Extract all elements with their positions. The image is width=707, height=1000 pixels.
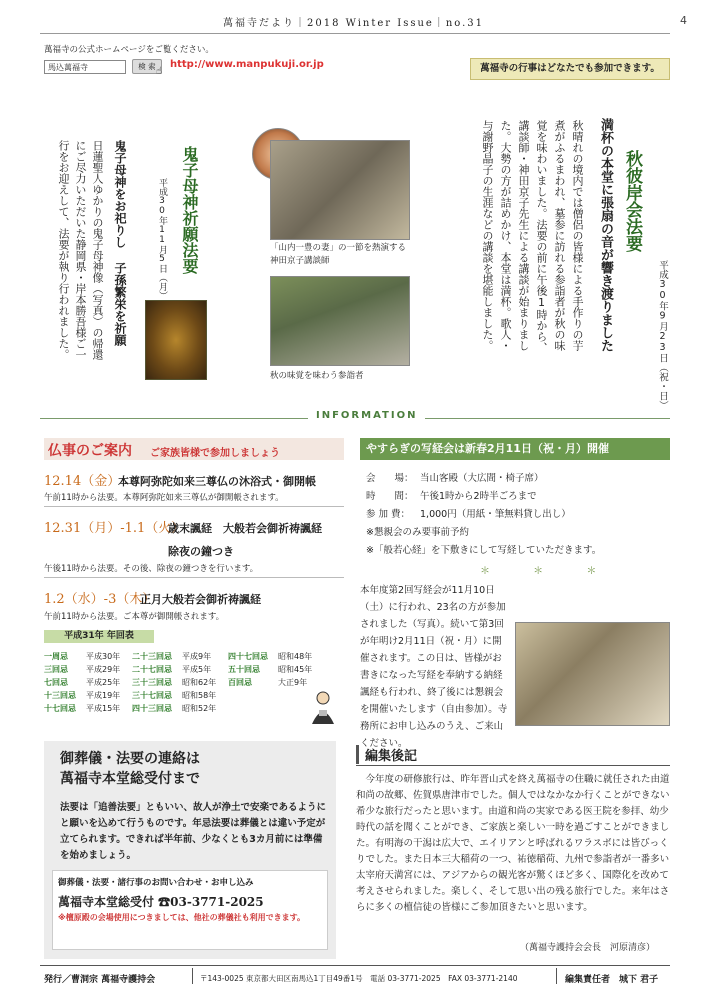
nenki-year: 平成19年 bbox=[86, 691, 121, 700]
monk-illustration bbox=[308, 690, 338, 726]
nenki-name: 十三回忌 bbox=[44, 691, 76, 700]
event-title: 本尊阿弥陀如来三尊仏の沐浴式・御開帳 bbox=[118, 475, 316, 488]
footer-address: 〒143-0025 東京都大田区南馬込1丁目49番1号 電話 03-3771-2025 FAX 03-3771-2140 bbox=[200, 974, 518, 983]
footer-editor: 編集責任者 城下 君子 bbox=[565, 975, 659, 985]
cursor-icon: ☝ bbox=[156, 66, 163, 77]
nenki-year: 昭和45年 bbox=[278, 665, 313, 674]
notice-box: 萬福寺の行事はどなたでも参加できます。 bbox=[470, 58, 670, 80]
butsuji-title: 仏事のご案内 bbox=[48, 443, 132, 459]
shakyo-body-text bbox=[360, 582, 670, 752]
nenki-name: 三十七回忌 bbox=[132, 691, 172, 700]
caption-imoni: 秋の味覚を味わう参詣者 bbox=[270, 371, 364, 381]
shakyo-value: 当山客殿（大広間・椅子席） bbox=[420, 473, 544, 484]
event-date: 1.2（水）-3（木） bbox=[44, 592, 156, 607]
shakyo-label: 参 加 費： bbox=[366, 509, 411, 520]
footer-publisher: 発行／曹洞宗 萬福寺護持会 bbox=[44, 975, 156, 985]
nenki-year: 平成29年 bbox=[86, 665, 121, 674]
shakyo-value: 1,000円（用紙・筆無料貸し出し） bbox=[420, 509, 571, 520]
nenki-year: 平成25年 bbox=[86, 678, 121, 687]
nenki-name: 四十七回忌 bbox=[228, 652, 268, 661]
imoni-photo bbox=[270, 276, 410, 366]
nenki-name: 百回忌 bbox=[228, 678, 252, 687]
funeral-body: 法要は「追善法要」ともいい、故人が浄土で安楽であるようにと願いを込めて行うものです。年忌法要は葬儀とは違い予定が立てられます。できれば半年前、少なくとも3カ月前には準備を始めましょう。 bbox=[60, 802, 327, 861]
nenki-year: 大正9年 bbox=[278, 678, 308, 687]
event-date: 12.14（金） bbox=[44, 474, 121, 489]
header-title: 萬福寺だより｜2018 Winter Issue｜no.31 bbox=[222, 18, 485, 29]
higan-date: 平成30年9月23日（祝・日） bbox=[657, 260, 668, 410]
nenki-year: 昭和62年 bbox=[182, 678, 217, 687]
funeral-title-1: 御葬儀・法要の連絡は bbox=[60, 751, 200, 767]
event-title: 正月大般若会御祈祷諷経 bbox=[140, 593, 261, 606]
butsuji-subtitle: ご家族皆様で参加しましょう bbox=[150, 448, 280, 459]
nenki-year: 平成15年 bbox=[86, 704, 121, 713]
funeral-title-2: 萬福寺本堂総受付まで bbox=[60, 771, 200, 787]
header-rule bbox=[40, 33, 670, 34]
info-label: INFORMATION bbox=[308, 410, 425, 421]
higan-title: 秋彼岸会法要 bbox=[622, 150, 642, 252]
search-button[interactable]: 検 索 bbox=[132, 59, 162, 74]
inquiry-label: 御葬儀・法要・諸行事のお問い合わせ・お申し込み bbox=[58, 878, 254, 888]
nenki-name: 二十三回忌 bbox=[132, 652, 172, 661]
higan-body: 秋晴れの境内では僧侶の皆様による手作りの芋煮がふるまわれ、墓参に訪れる参詣者が秋の味覚を味わいました。法要の前に午後1時から、講談師・神田京子先生による講談が始まりました。大勢の方が詰めかけ、本堂は満杯。歌人・与謝野晶子の生涯などの講談を堪能しました。 bbox=[481, 120, 584, 353]
editor-sign: （萬福寺護持会会長 河原清彦） bbox=[520, 943, 656, 953]
footer-divider bbox=[192, 968, 193, 984]
shakyo-photo bbox=[515, 622, 670, 726]
inquiry-warning: ※檀原殿の会場使用につきましては、他社の葬儀社も利用できます。 bbox=[58, 913, 305, 922]
shakyo-value: 午後1時から2時半ごろまで bbox=[420, 491, 537, 502]
nenki-name: 三十三回忌 bbox=[132, 678, 172, 687]
shakyo-note: ※懇親会のみ要事前予約 bbox=[366, 527, 469, 538]
lecture-photo bbox=[270, 140, 410, 240]
event-date: 12.31（月）-1.1（火） bbox=[44, 521, 185, 536]
nenki-name: 十七回忌 bbox=[44, 704, 76, 713]
shakyo-label: 時 間： bbox=[366, 491, 414, 502]
nenki-name: 四十三回忌 bbox=[132, 704, 172, 713]
caption-lecture: 「山内一豊の妻」の一節を熱演する神田京子講談師 bbox=[270, 243, 407, 266]
divider bbox=[44, 506, 344, 507]
homepage-url[interactable]: http://www.manpukuji.or.jp bbox=[170, 59, 324, 70]
nenki-name: 五十回忌 bbox=[228, 665, 260, 674]
footer-divider bbox=[556, 968, 557, 984]
nenki-name: 三回忌 bbox=[44, 665, 68, 674]
higan-subtitle: 満杯の本堂に張扇の音が響き渡りました bbox=[598, 118, 613, 352]
editor-body: 今年度の研修旅行は、昨年晋山式を終え萬福寺の住職に就任された由道和尚の故郷、佐賀県唐津市でした。個人ではなかなか行くことができない希少な旅行だったと思います。由道和尚の実家である医王院を参拝、幼少時代の話を聞くことができ、ご家族と楽しい一時を過ごすことができました。有明海の干潟は広大で、エイリアンと呼ばれるワラスボには皆びっくりでした。また日本三大稲荷の一つ、祐徳稲荷、九州で参詣者が一番多い太宰府天満宮には、アジアからの観光客が驚くほど多く、国際化を改めて考えさせられました。楽しく、そして思い出の残る旅行でした。来年はさらに多くの檀信徒の皆様にご参加頂きたいと思います。 bbox=[356, 774, 670, 913]
event-note: 午前11時から法要。ご本尊が御開帳されます。 bbox=[44, 612, 225, 622]
nenki-name: 七回忌 bbox=[44, 678, 68, 687]
shakyo-note: ※「般若心経」を下敷きにして写経していただきます。 bbox=[366, 545, 602, 556]
event-title-2: 除夜の鐘つき bbox=[168, 545, 234, 558]
shakyo-label: 会 場： bbox=[366, 473, 414, 484]
stars-divider: ＊ ＊ ＊ bbox=[480, 566, 617, 577]
nenki-name: 二十七回忌 bbox=[132, 665, 172, 674]
editor-title: 編集後記 bbox=[356, 745, 417, 764]
nenki-year: 昭和52年 bbox=[182, 704, 217, 713]
footer-rule bbox=[40, 965, 670, 966]
event-note: 午後11時から法要。その後、除夜の鐘つきを行います。 bbox=[44, 564, 259, 574]
kishimojin-title: 鬼子母神祈願法要 bbox=[180, 146, 199, 274]
editor-rule bbox=[356, 765, 670, 766]
inquiry-phone: 萬福寺本堂総受付 ☎03-3771-2025 bbox=[58, 895, 264, 909]
nenki-name: 一周忌 bbox=[44, 652, 68, 661]
event-note: 午前11時から法要。本尊阿弥陀如来三尊仏が御開帳されます。 bbox=[44, 493, 284, 503]
nenki-title: 平成31年 年回表 bbox=[44, 630, 154, 643]
page-number: 4 bbox=[680, 14, 687, 27]
nenki-year: 平成30年 bbox=[86, 652, 121, 661]
nenki-year: 昭和48年 bbox=[278, 652, 313, 661]
nenki-year: 平成5年 bbox=[182, 665, 212, 674]
search-input[interactable]: 馬込萬福寺 bbox=[44, 60, 126, 74]
kishimojin-statue-photo bbox=[145, 300, 207, 380]
shakyo-paragraph: 本年度第2回写経会が11月10日（土）に行われ、23名の方が参加されました（写真）。続いて第3回が年明け2月11日（祝・月）に開催されます。この日は、皆様がお書きになった写経を奉納する納経諷経も行われ、終了後には懇親会を開催いたします（自由参加）。寺務所にお申し込みのうえ、ご来山ください。 bbox=[360, 585, 508, 749]
kishimojin-subtitle: 鬼子母神をお祀りし 子孫繁栄を祈願 bbox=[113, 140, 127, 346]
nenki-year: 平成9年 bbox=[182, 652, 212, 661]
divider bbox=[44, 577, 344, 578]
event-title: 歳末諷経 大般若会御祈祷諷経 bbox=[168, 522, 322, 535]
shakyo-header: やすらぎの写経会は新春2月11日（祝・月）開催 bbox=[360, 438, 670, 460]
kishimojin-body: 日蓮聖人ゆかりの鬼子母神像（写真）の帰還にご尽力いただいた静岡県・岸本勝吾様ご一行をお迎えして、法要が執り行われました。 bbox=[57, 140, 104, 360]
kishimojin-date: 平成30年11月5日（月） bbox=[157, 178, 167, 300]
homepage-label: 萬福寺の公式ホームページをご覧ください。 bbox=[44, 45, 214, 55]
nenki-year: 昭和58年 bbox=[182, 691, 217, 700]
